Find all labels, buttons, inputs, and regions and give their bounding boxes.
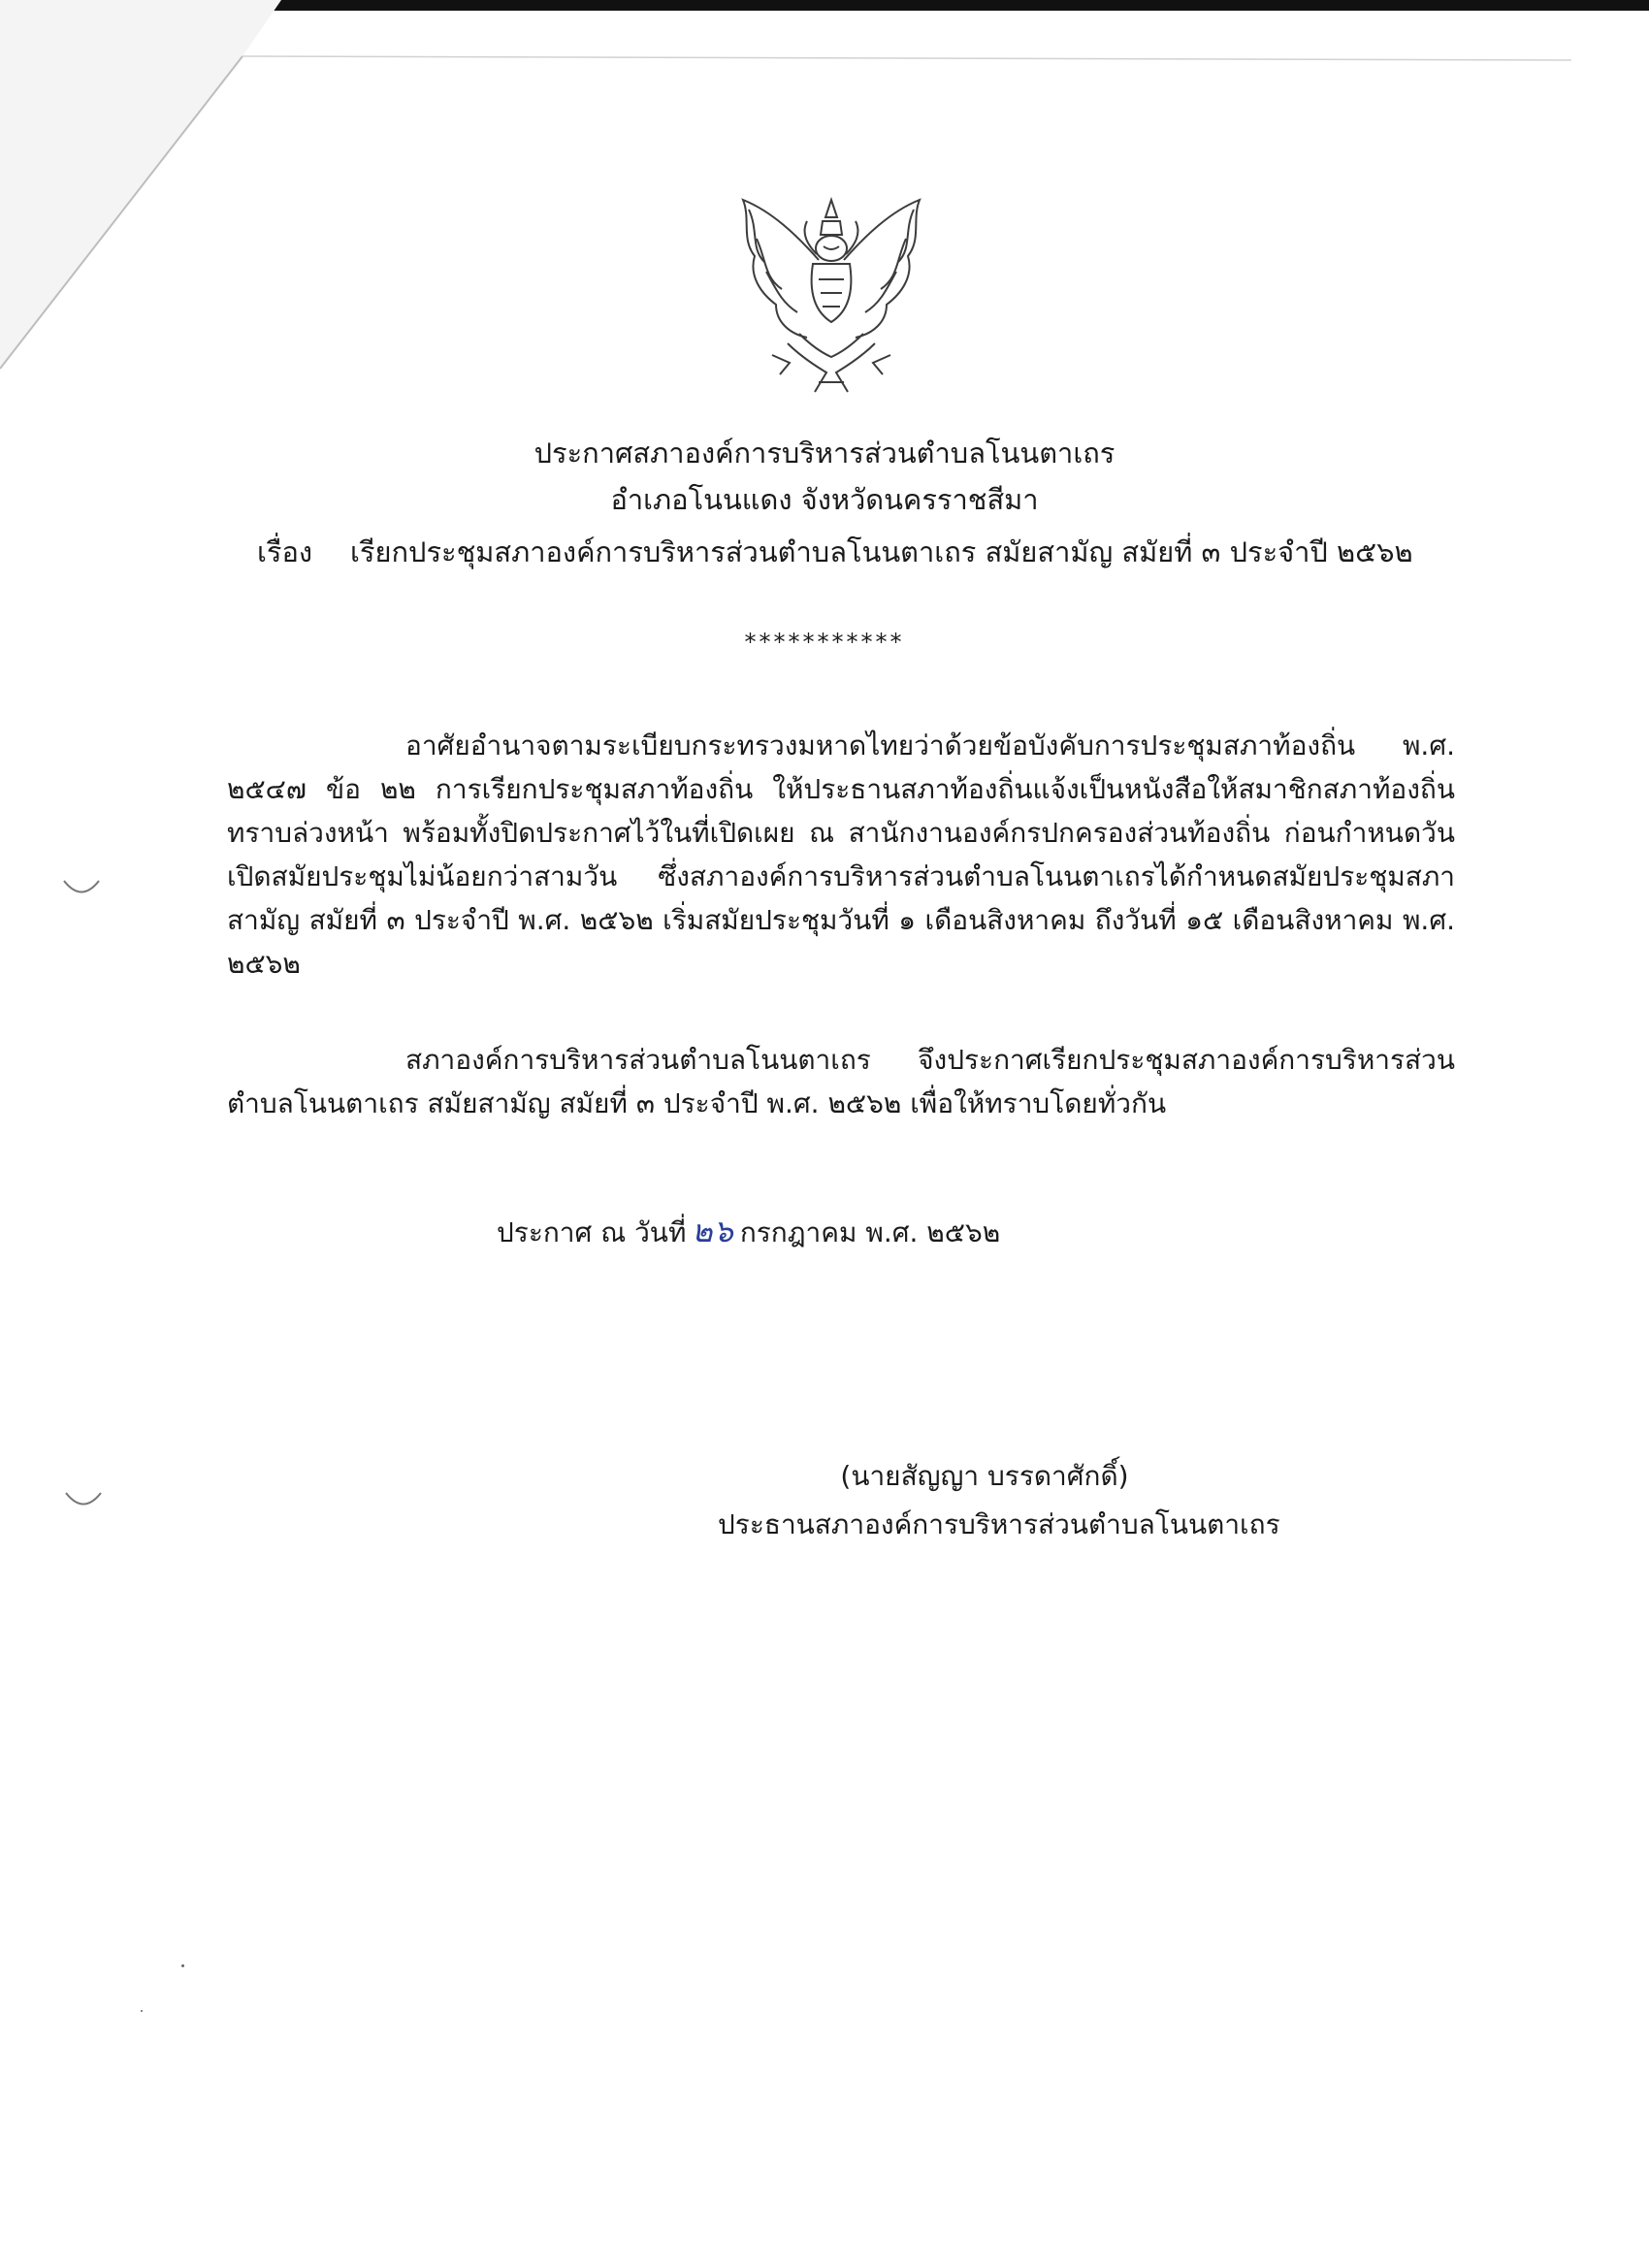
body-paragraph-2-text: สภาองค์การบริหารส่วนตำบลโนนตาเถร จึงประกาศเรียกประชุมสภาองค์การบริหารส่วนตำบลโนนตาเถร สมัยสามัญ สมัยที่ ๓ ประจำปี พ.ศ. ๒๕๖๒ เพื่อให้ทราบโดยทั่วกัน xyxy=(227,1044,1455,1119)
signer-name: (นายสัญญา บรรดาศักดิ์) xyxy=(840,1460,1129,1492)
punch-hole-mark xyxy=(62,878,101,897)
scan-top-edge xyxy=(0,0,1649,11)
garuda-emblem-icon xyxy=(729,192,933,398)
signer-title: ประธานสภาองค์การบริหารส่วนตำบลโนนตาเถร xyxy=(718,1508,1280,1540)
body-paragraph-1-text: อาศัยอำนาจตามระเบียบกระทรวงมหาดไทยว่าด้วยข้อบังคับการประชุมสภาท้องถิ่น พ.ศ. ๒๕๔๗ ข้อ ๒๒ การเรียกประชุมสภาท้องถิ่น ให้ประธานสภาท้องถิ่นแจ้งเป็นหนังสือให้สมาชิกสภาท้องถิ่นทราบล่วงหน้า พร้อมทั้งปิดประกาศไว้ในที่เปิดเผย ณ สานักงานองค์กรปกครองส่วนท้องถิ่น ก่อนกำหนดวันเปิดสมัยประชุมไม่น้อยกว่าสามวัน ซึ่งสภาองค์การบริหารส่วนตำบลโนนตาเถรได้กำหนดสมัยประชุมสภาสามัญ สมัยที่ ๓ ประจำปี พ.ศ. ๒๕๖๒ เริ่มสมัยประชุมวันที่ ๑ เดือนสิงหาคม ถึงวันที่ ๑๕ เดือนสิงหาคม พ.ศ. ๒๕๖๒ xyxy=(227,729,1455,980)
handwritten-day: ๒๖ xyxy=(692,1213,734,1249)
announcement-date xyxy=(497,1212,1000,1252)
body-paragraph-2 xyxy=(227,1038,1455,1125)
subject-line xyxy=(257,532,1413,572)
heading-line-2: อำเภอโนนแดง จังหวัดนครราชสีมา xyxy=(610,483,1039,516)
scan-speck xyxy=(141,2010,143,2012)
body-paragraph-1 xyxy=(227,724,1455,986)
heading-line-1: ประกาศสภาองค์การบริหารส่วนตำบลโนนตาเถร xyxy=(534,437,1116,470)
scan-speck xyxy=(181,1964,184,1967)
separator: *********** xyxy=(744,629,905,656)
subject-text: เรียกประชุมสภาองค์การบริหารส่วนตำบลโนนตาเถร สมัยสามัญ สมัยที่ ๓ ประจำปี ๒๕๖๒ xyxy=(350,535,1413,568)
announce-prefix: ประกาศ ณ วันที่ xyxy=(497,1216,687,1248)
subject-label: เรื่อง xyxy=(257,535,313,568)
announce-suffix: กรกฎาคม พ.ศ. ๒๕๖๒ xyxy=(739,1216,1001,1248)
